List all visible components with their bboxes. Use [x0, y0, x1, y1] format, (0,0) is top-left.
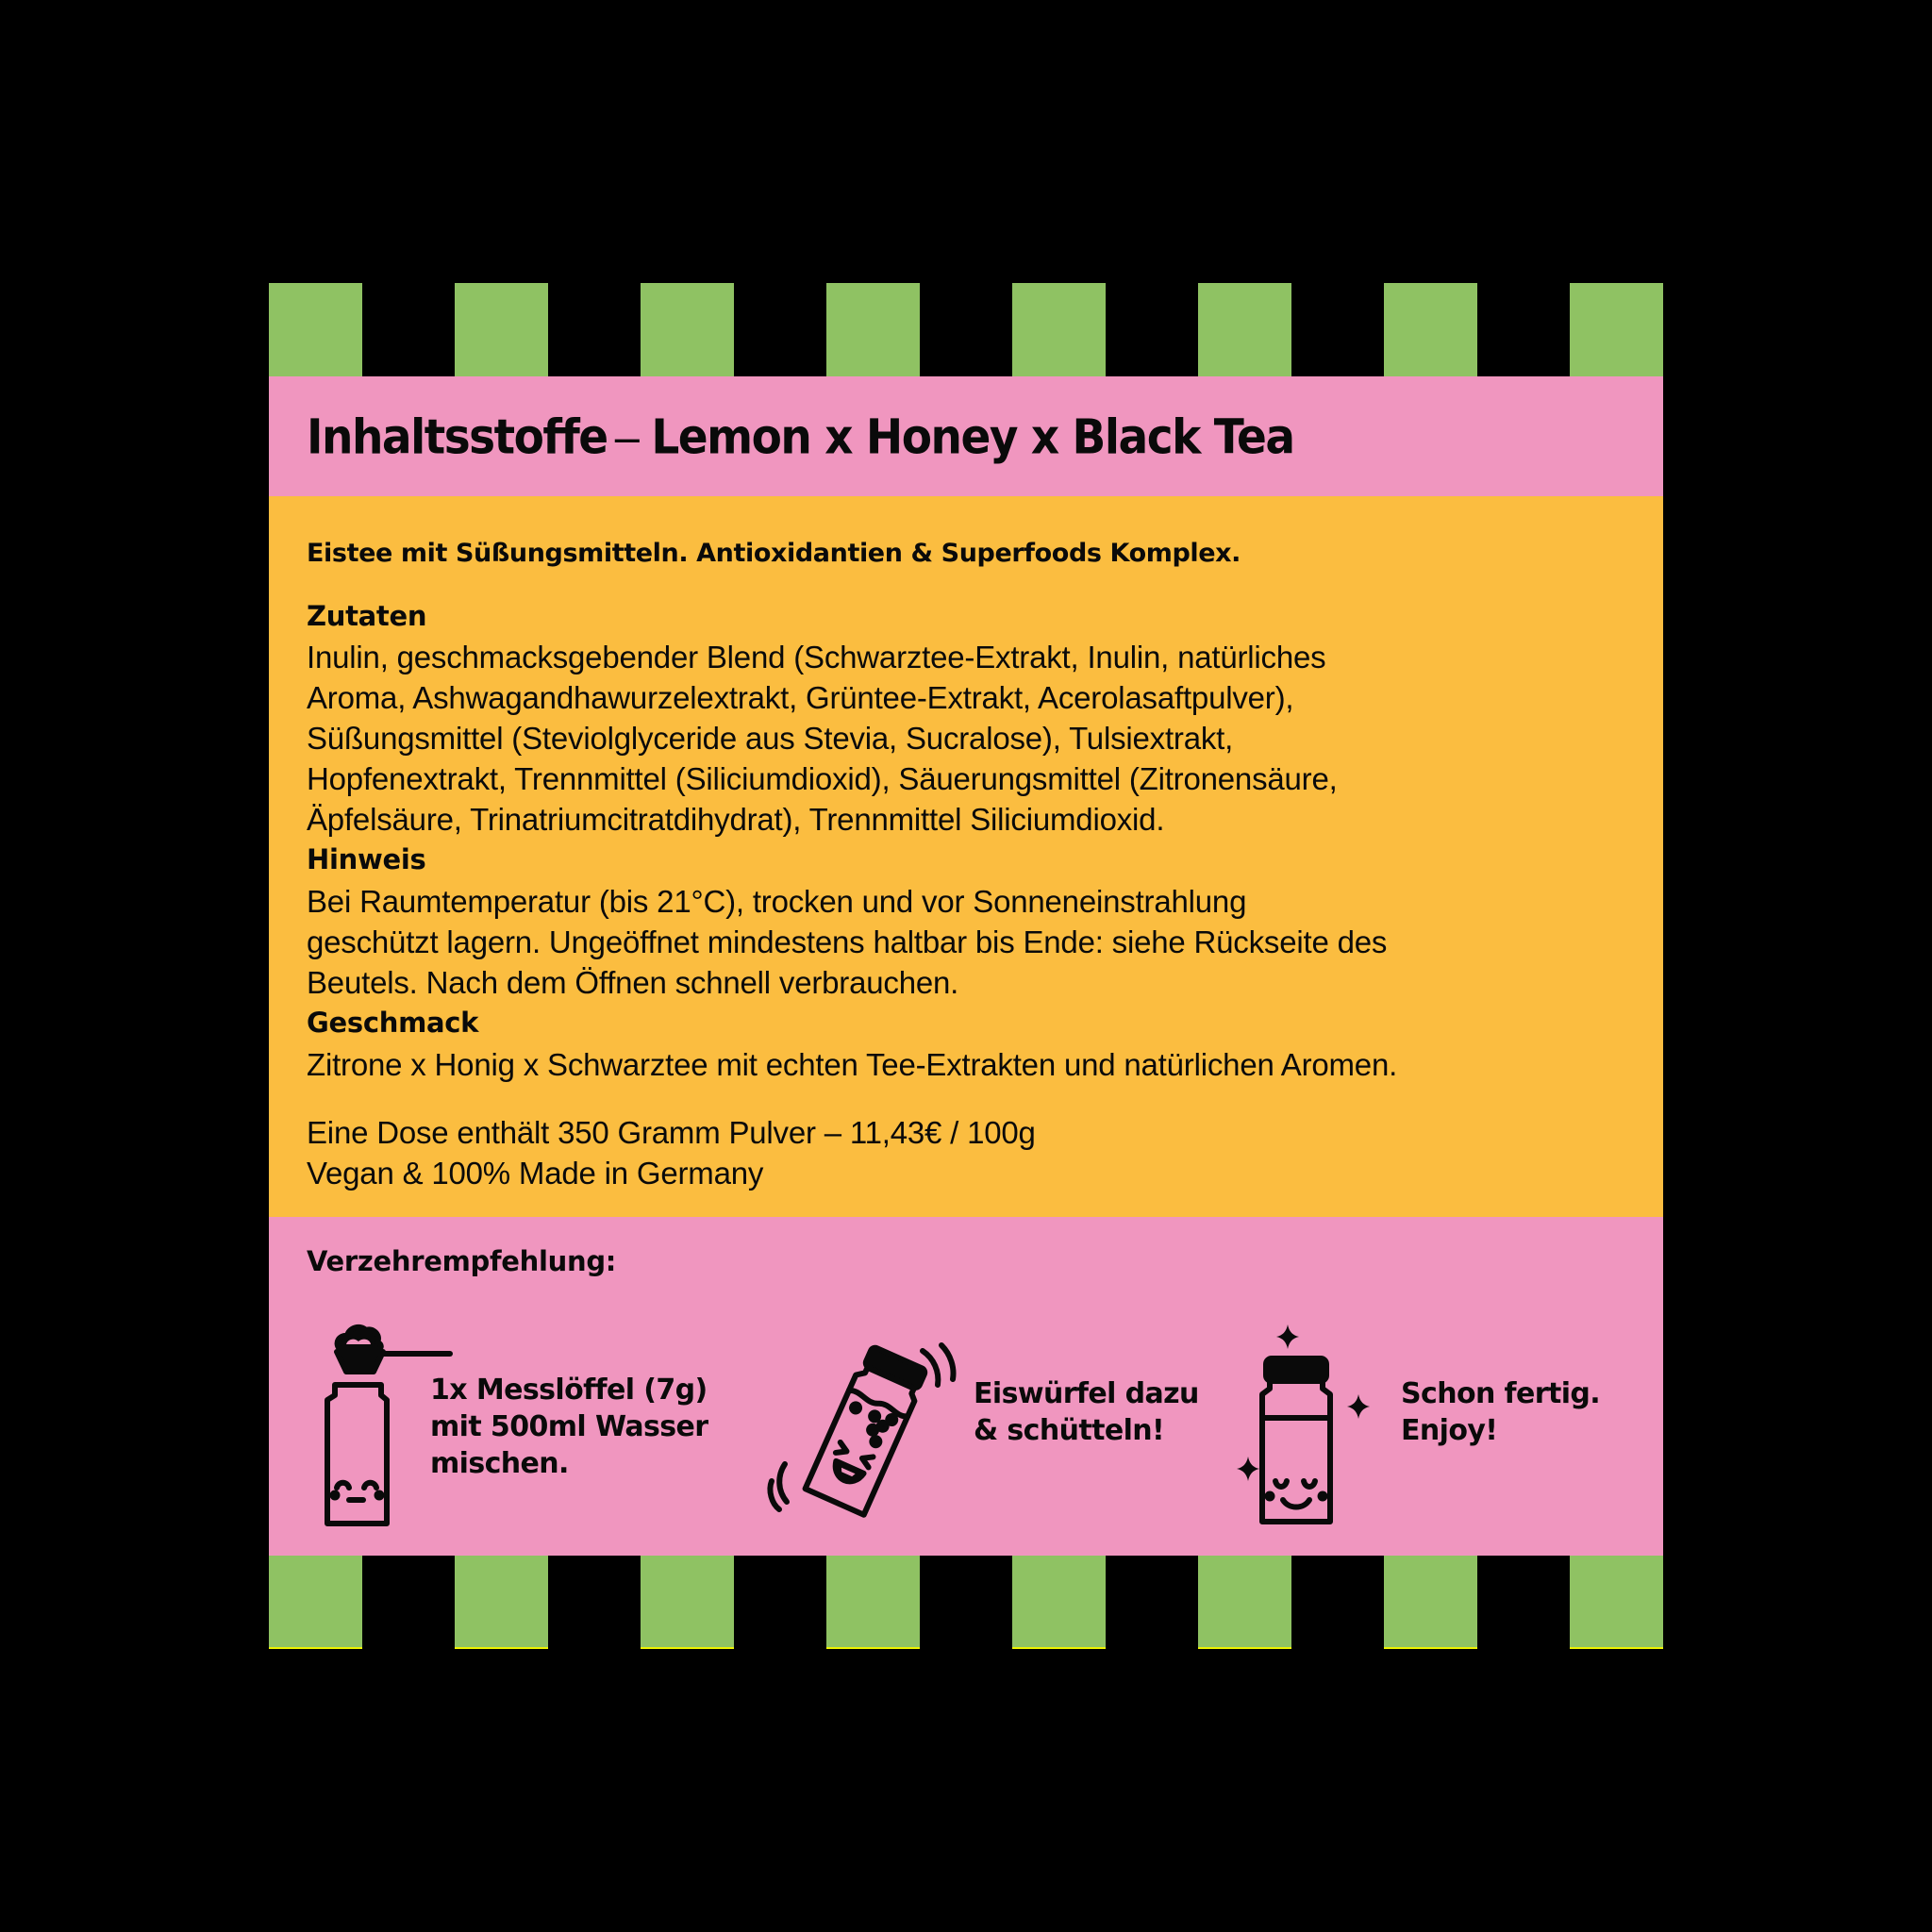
step-1-line: 1x Messlöffel (7g)	[430, 1374, 708, 1407]
title-label: Inhaltsstoffe	[307, 409, 608, 466]
step-2-text	[974, 1375, 1199, 1449]
ingredients-line: Süßungsmittel (Steviolglyceride aus Stevia, Sucralose), Tulsiextrakt,	[307, 721, 1234, 756]
title-product: Lemon x Honey x Black Tea	[651, 409, 1294, 466]
storage-note-line: Beutels. Nach dem Öffnen schnell verbrauchen.	[307, 965, 959, 1000]
shaking-bottle-icon	[764, 1341, 962, 1521]
title-band	[269, 376, 1663, 496]
sparkle-icon	[1276, 1324, 1299, 1349]
top-stripe-border	[269, 283, 1663, 376]
storage-note-line: Bei Raumtemperatur (bis 21°C), trocken und vor Sonneneinstrahlung	[307, 884, 1247, 919]
usage-title: Verzehrempfehlung:	[307, 1245, 617, 1277]
sparkle-icon	[1347, 1394, 1370, 1419]
sparkle-icon	[1237, 1457, 1259, 1481]
ingredients-line: Aroma, Ashwagandhawurzelextrakt, Grüntee-Extrakt, Acerolasaftpulver),	[307, 680, 1294, 715]
step-3-text	[1401, 1375, 1600, 1449]
usage-recommendation-band	[269, 1217, 1663, 1556]
section-heading-geschmack: Geschmack	[307, 1007, 479, 1039]
step-3-line: Schon fertig.	[1401, 1377, 1601, 1410]
sparkling-bottle-icon	[1236, 1321, 1406, 1528]
vegan-made-in-germany: Vegan & 100% Made in Germany	[307, 1156, 764, 1191]
step-2-line: Eiswürfel dazu	[974, 1377, 1199, 1410]
step-2-line: & schütteln!	[974, 1414, 1165, 1447]
title-dash: –	[614, 409, 639, 464]
package-content-price: Eine Dose enthält 350 Gramm Pulver – 11,43€ / 100g	[307, 1115, 1036, 1150]
step-1-text	[430, 1372, 708, 1482]
storage-note-line: geschützt lagern. Ungeöffnet mindestens haltbar bis Ende: siehe Rückseite des	[307, 924, 1388, 959]
bottom-stripe-border	[269, 1556, 1663, 1649]
product-description: Eistee mit Süßungsmitteln. Antioxidantien & Superfoods Komplex.	[307, 539, 1241, 568]
step-1-line: mischen.	[430, 1447, 569, 1480]
page-title	[307, 408, 1294, 465]
step-1-line: mit 500ml Wasser	[430, 1410, 708, 1443]
ingredients-band	[269, 496, 1663, 1217]
section-heading-zutaten: Zutaten	[307, 600, 427, 632]
ingredients-line: Äpfelsäure, Trinatriumcitratdihydrat), Trennmittel Siliciumdioxid.	[307, 802, 1165, 837]
section-heading-hinweis: Hinweis	[307, 843, 426, 875]
step-3-line: Enjoy!	[1401, 1414, 1498, 1447]
taste-description: Zitrone x Honig x Schwarztee mit echten Tee-Extrakten und natürlichen Aromen.	[307, 1047, 1398, 1082]
ingredients-line: Inulin, geschmacksgebender Blend (Schwarztee-Extrakt, Inulin, natürliches	[307, 640, 1326, 675]
ingredients-line: Hopfenextrakt, Trennmittel (Siliciumdioxid), Säuerungsmittel (Zitronensäure,	[307, 761, 1338, 796]
product-label-board	[269, 283, 1663, 1650]
